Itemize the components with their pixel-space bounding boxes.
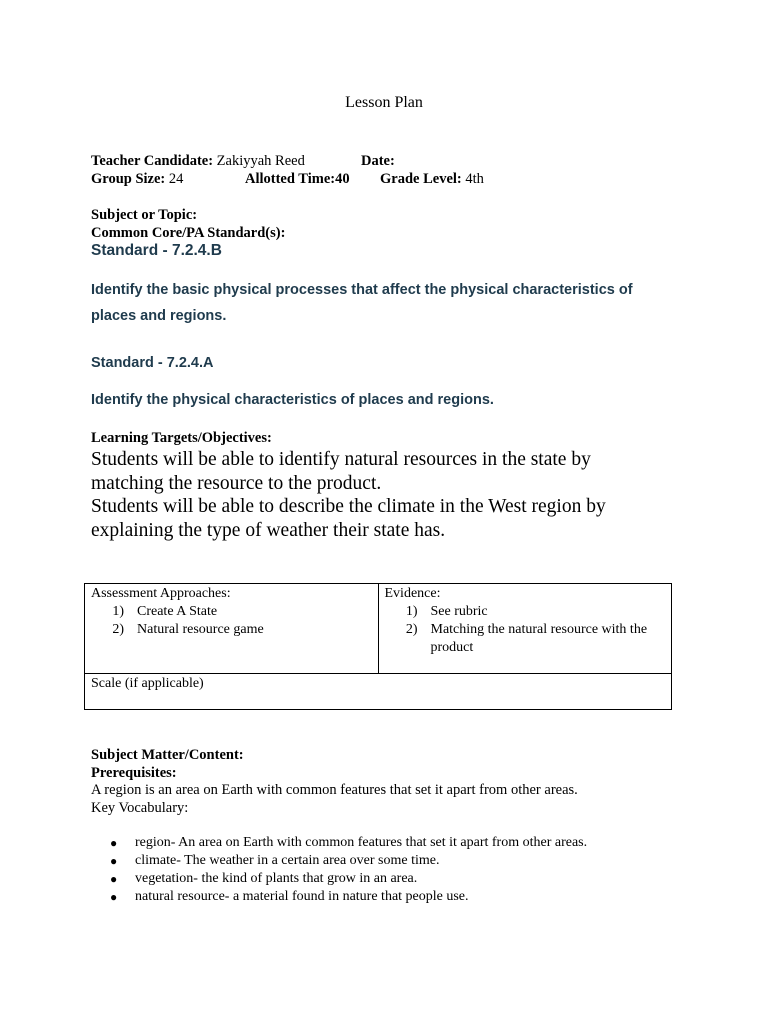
list-item <box>110 888 587 906</box>
approaches-list <box>91 603 372 639</box>
allotted-time-label: Allotted Time:40 <box>245 171 350 187</box>
evidence-cell <box>378 584 672 674</box>
date-label: Date: <box>361 153 395 169</box>
objective-line: explaining the type of weather their state has. <box>91 520 446 541</box>
standard-text-line: Identify the physical characteristics of places and regions. <box>91 392 494 408</box>
bullet-icon: ● <box>110 836 118 850</box>
bullet-icon: ● <box>110 890 118 904</box>
group-size-row <box>91 170 183 188</box>
assessment-table <box>84 583 672 710</box>
subject-matter-label: Subject Matter/Content: <box>91 747 244 763</box>
list-item <box>110 870 587 888</box>
approaches-label: Assessment Approaches: <box>91 586 231 601</box>
vocab-item-text: vegetation- the kind of plants that grow in an area. <box>135 871 418 886</box>
vocab-list <box>110 834 587 906</box>
scale-label: Scale (if applicable) <box>91 676 204 691</box>
grade-level-label: Grade Level: <box>380 171 462 187</box>
teacher-row <box>91 152 305 170</box>
bullet-icon: ● <box>110 872 118 886</box>
subject-label: Subject or Topic: <box>91 207 198 223</box>
list-item: 1. See rubric <box>425 603 666 621</box>
bullet-icon: ● <box>110 854 118 868</box>
teacher-label: Teacher Candidate: <box>91 153 214 169</box>
vocab-label: Key Vocabulary: <box>91 800 189 816</box>
standard-text-line: places and regions. <box>91 308 227 324</box>
objective-line: matching the resource to the product. <box>91 473 382 494</box>
vocab-item-text: climate- The weather in a certain area over some time. <box>135 853 440 868</box>
scale-cell <box>85 674 672 710</box>
standards-label: Common Core/PA Standard(s): <box>91 225 286 241</box>
objective-line: Students will be able to identify natural resources in the state by <box>91 449 591 470</box>
objectives-label: Learning Targets/Objectives: <box>91 430 272 446</box>
objective-line: Students will be able to describe the climate in the West region by <box>91 496 606 517</box>
standard-heading: Standard - 7.2.4.A <box>91 355 214 371</box>
list-item <box>110 834 587 852</box>
page-title: Lesson Plan <box>345 94 423 111</box>
standard-heading: Standard - 7.2.4.B <box>91 242 222 259</box>
evidence-list <box>385 603 666 657</box>
standard-text-line: Identify the basic physical processes that affect the physical characteristics of <box>91 282 633 298</box>
group-size-label: Group Size: <box>91 171 166 187</box>
prerequisites-label: Prerequisites: <box>91 765 177 781</box>
approaches-cell <box>85 584 379 674</box>
grade-level-value: 4th <box>465 171 484 187</box>
list-item: 1. Create A State <box>131 603 372 621</box>
group-size-value: 24 <box>168 171 184 187</box>
teacher-value: Zakiyyah Reed <box>216 153 305 169</box>
list-item <box>110 852 587 870</box>
grade-level-row <box>380 170 484 188</box>
vocab-item-text: region- An area on Earth with common features that set it apart from other areas. <box>135 835 588 850</box>
list-item: 2. Matching the natural resource with the product <box>425 621 666 657</box>
evidence-label: Evidence: <box>384 586 441 601</box>
prerequisites-text: A region is an area on Earth with common features that set it apart from other areas. <box>91 782 578 798</box>
vocab-item-text: natural resource- a material found in nature that people use. <box>135 889 469 904</box>
list-item: 2. Natural resource game <box>131 621 372 639</box>
